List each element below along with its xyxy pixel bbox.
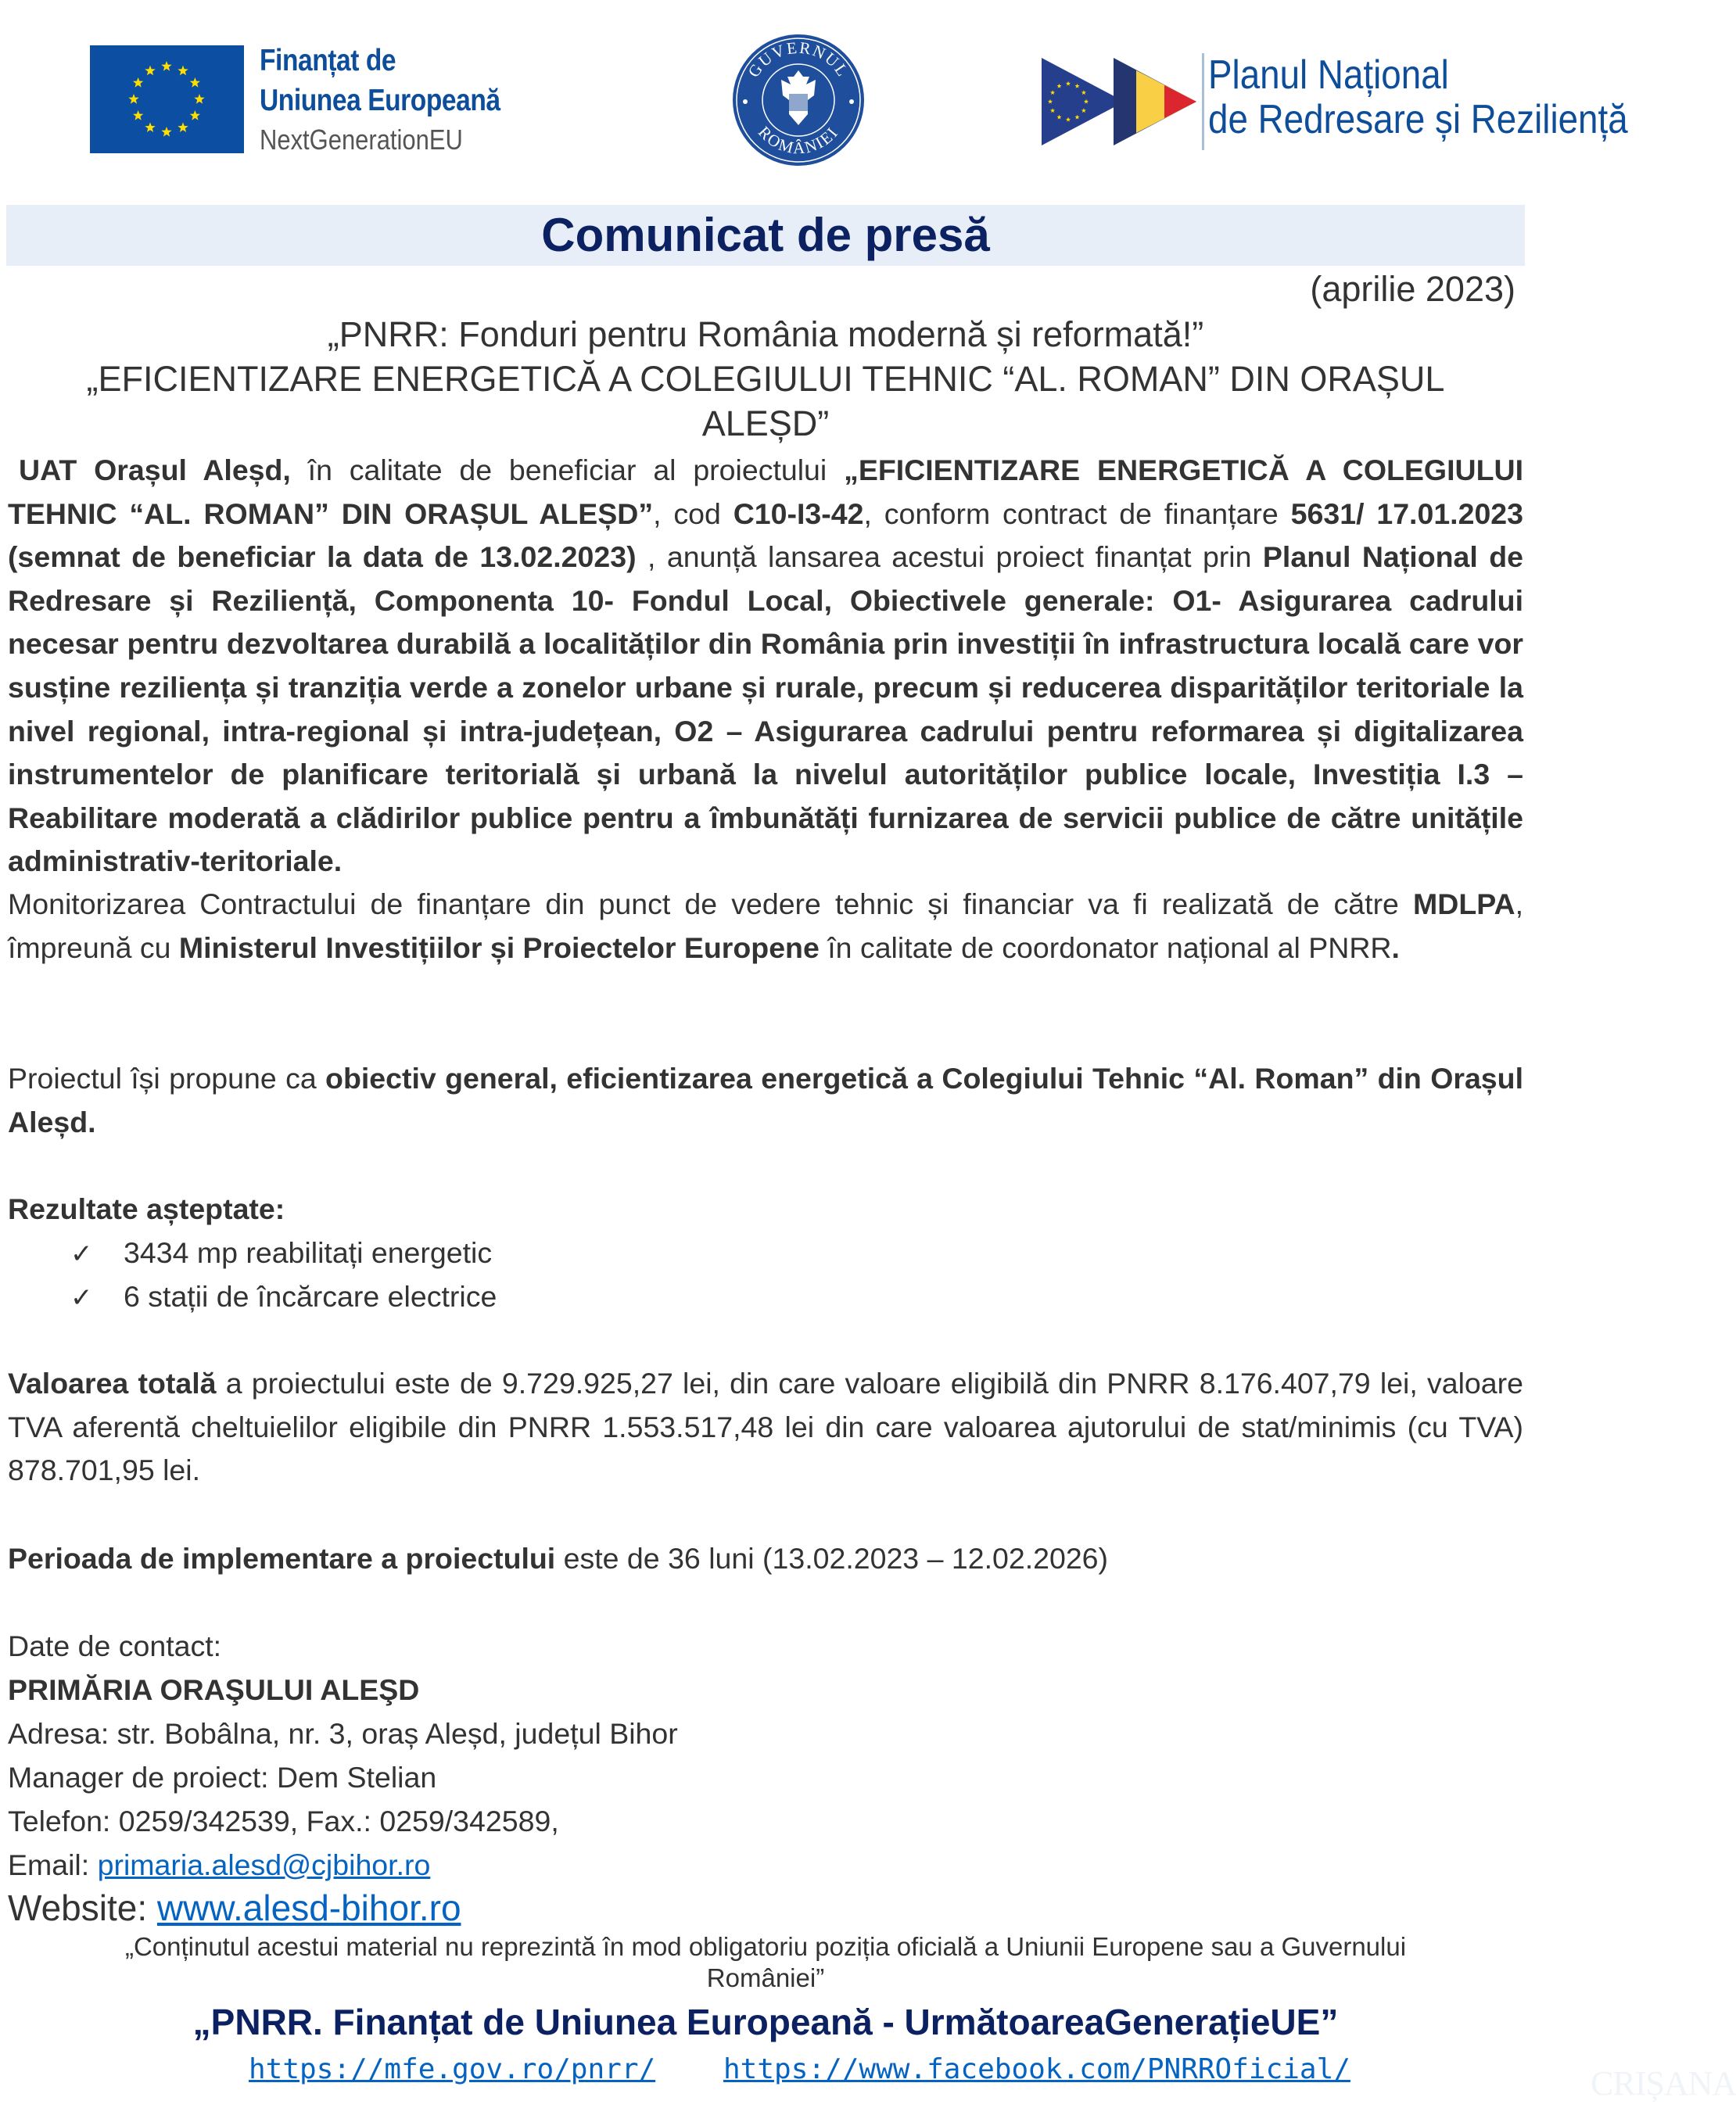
eu-star <box>178 66 188 76</box>
eu-star <box>161 127 171 137</box>
watermark: CRIȘANA <box>1591 2064 1736 2103</box>
project-name: „EFICIENTIZARE ENERGETICĂ A COLEGIULUI TEHNIC “AL. ROMAN” DIN ORAȘUL ALEȘD” <box>8 454 1523 530</box>
eu-star <box>145 66 155 76</box>
contact-manager: Manager de proiect: Dem Stelian <box>8 1761 437 1794</box>
contact-label: Date de contact: <box>8 1629 222 1662</box>
eu-logo-line-3: NextGenerationEU <box>260 124 463 156</box>
contact-website: Website: www.alesd-bihor.ro <box>8 1888 461 1928</box>
result-item: ✓ 3434 mp reabilitați energetic <box>70 1231 492 1277</box>
pnrr-logo-line-1: Planul Național <box>1208 52 1449 98</box>
eu-funding-logo-text <box>260 41 540 160</box>
mfe-pnrr-link[interactable]: https://mfe.gov.ro/pnrr/ <box>249 2053 656 2085</box>
eu-flag-logo <box>90 45 244 153</box>
eu-stars-icon <box>90 45 244 153</box>
page-title: Comunicat de presă <box>541 209 990 261</box>
eu-star <box>178 122 188 132</box>
coat-of-arms-icon <box>731 31 866 169</box>
results-heading: Rezultate așteptate: <box>8 1192 285 1225</box>
pnrr-flag-arrows-icon <box>1038 53 1204 150</box>
checkmark-icon: ✓ <box>70 1239 93 1270</box>
program-description: Planul Național de Redresare și Reziliență, Componenta 10- Fondul Local, Obiectivele generale: O1- Asigurarea cadrului necesar pentru dezvoltarea durabilă a localităților din România prin investiții în infrastructura locală care vor susține reziliența și tranziția verde a zonelor urbane și rurale, precum și reducerea disparităților teritoriale la nivel regional, intra-regional și intra-județean, O2 – Asigurarea cadrului pentru reformarea și digitalizarea instrumentelor de planificare teritorială și urbană la nivelul autorităților publice locale, Investiția I.3 – Reabilitare moderată a clădirilor publice pentru a îmbunătăți furnizarea de servicii publice de către unitățile administrativ-teritoriale. <box>8 540 1523 878</box>
eu-star <box>133 77 143 88</box>
monitoring-paragraph: Monitorizarea Contractului de finanțare din punct de vedere tehnic și financiar va fi realizată de către MDLPA, împreună cu Ministerul Investițiilor și Proiectelor Europene în calitate de coordonator național al PNRR. <box>8 887 1523 964</box>
contract-number: 5631/ 17.01.2023 (semnat de beneficiar la data de 13.02.2023) <box>8 497 1524 574</box>
checkmark-icon: ✓ <box>70 1282 93 1314</box>
result-item: ✓ 6 stații de încărcare electrice <box>70 1275 497 1321</box>
project-heading-line-1: „EFICIENTIZARE ENERGETICĂ A COLEGIULUI TEHNIC “AL. ROMAN” DIN ORAȘUL <box>86 359 1445 399</box>
beneficiary-name: UAT Orașul Aleșd, <box>19 454 291 486</box>
project-code: C10-I3-42 <box>733 497 864 530</box>
facebook-pnrr-link[interactable]: https://www.facebook.com/PNRROficial/ <box>723 2053 1350 2085</box>
release-date: (aprilie 2023) <box>1310 269 1515 309</box>
ministry-name: Ministerul Investițiilor și Proiectelor Europene <box>178 930 820 964</box>
contact-address: Adresa: str. Bobâlna, nr. 3, oraș Aleșd, județul Bihor <box>8 1717 678 1750</box>
email-link[interactable]: primaria.alesd@cjbihor.ro <box>97 1848 431 1881</box>
project-heading-line-2: ALEȘD” <box>701 403 830 443</box>
general-objective: obiectiv general, eficientizarea energetică a Colegiului Tehnic “Al. Roman” din Orașul Aleșd. <box>8 1062 1523 1138</box>
eu-star <box>128 94 138 104</box>
pnrr-logo-text <box>1208 53 1685 142</box>
mdlpa: MDLPA <box>1413 887 1515 920</box>
eu-star <box>133 110 143 120</box>
eu-star <box>194 94 204 104</box>
eu-star <box>145 122 155 132</box>
contact-phone: Telefon: 0259/342539, Fax.: 0259/342589, <box>8 1805 559 1837</box>
intro-paragraph: UAT Orașul Aleșd, în calitate de beneficiar al proiectului „EFICIENTIZARE ENERGETICĂ A COLEGIULUI TEHNIC “AL. ROMAN” DIN ORAȘUL ALEȘD”, cod C10-I3-42, conform contract de finanțare 5631/ 17.01.2023 (semnat de beneficiar la data de 13.02.2023) , anunță lansarea acestui proiect finanțat prin Planul Național de Redresare și Reziliență, Componenta 10- Fondul Local, Obiectivele generale: O1- Asigurarea cadrului necesar pentru dezvoltarea durabilă a localităților din România prin investiții în infrastructura locală care vor susține reziliența și tranziția verde a zonelor urbane și rurale, precum și reducerea disparităților teritoriale la nivel regional, intra-regional și intra-județean, O2 – Asigurarea cadrului pentru reformarea și digitalizarea instrumentelor de planificare teritorială și urbană la nivelul autorităților publice locale, Investiția I.3 – Reabilitare moderată a clădirilor publice pentru a îmbunătăți furnizarea de servicii publice de către unitățile administrativ-teritoriale. <box>8 454 1524 878</box>
contact-email: Email: primaria.alesd@cjbihor.ro <box>8 1848 431 1881</box>
pnrr-logo-line-2: de Redresare și Reziliență <box>1208 97 1628 142</box>
seal-bottom-text: ROMÂNIEI <box>755 122 842 158</box>
contact-organization: PRIMĂRIA ORAŞULUI ALEŞD <box>8 1673 420 1706</box>
disclaimer: „Conținutul acestui material nu reprezintă în mod obligatoriu poziția oficială a Uniunii Europene sau a Guvernului României” <box>124 1932 1407 1992</box>
romanian-government-seal-logo <box>731 31 866 169</box>
objective-paragraph: Proiectul își propune ca obiectiv general, eficientizarea energetică a Colegiului Tehnic “Al. Roman” din Orașul Aleșd. <box>8 1062 1523 1138</box>
website-link[interactable]: www.alesd-bihor.ro <box>156 1888 461 1928</box>
eu-logo-line-1: Finanțat de <box>260 44 396 77</box>
seal-top-text: GUVERNUL <box>744 38 853 81</box>
pnrr-slogan: „PNRR. Finanțat de Uniunea Europeană - UrmătoareaGenerațieUE” <box>192 2002 1339 2042</box>
eu-logo-line-2: Uniunea Europeană <box>260 84 500 117</box>
pnrr-arrows-logo <box>1038 53 1204 150</box>
value-paragraph: Valoarea totală a proiectului este de 9.729.925,27 lei, din care valoare eligibilă din PNRR 8.176.407,79 lei, valoare TVA aferentă cheltuielilor eligibile din PNRR 1.553.517,48 lei din care valoarea ajutorului de stat/minimis (cu TVA) 878.701,95 lei. <box>8 1367 1523 1487</box>
eu-star <box>190 77 200 88</box>
eu-star <box>190 110 200 120</box>
period-paragraph: Perioada de implementare a proiectului este de 36 luni (13.02.2023 – 12.02.2026) <box>8 1542 1109 1575</box>
eu-star <box>161 61 171 71</box>
slogan-heading: „PNRR: Fonduri pentru România modernă și reformată!” <box>327 314 1204 354</box>
